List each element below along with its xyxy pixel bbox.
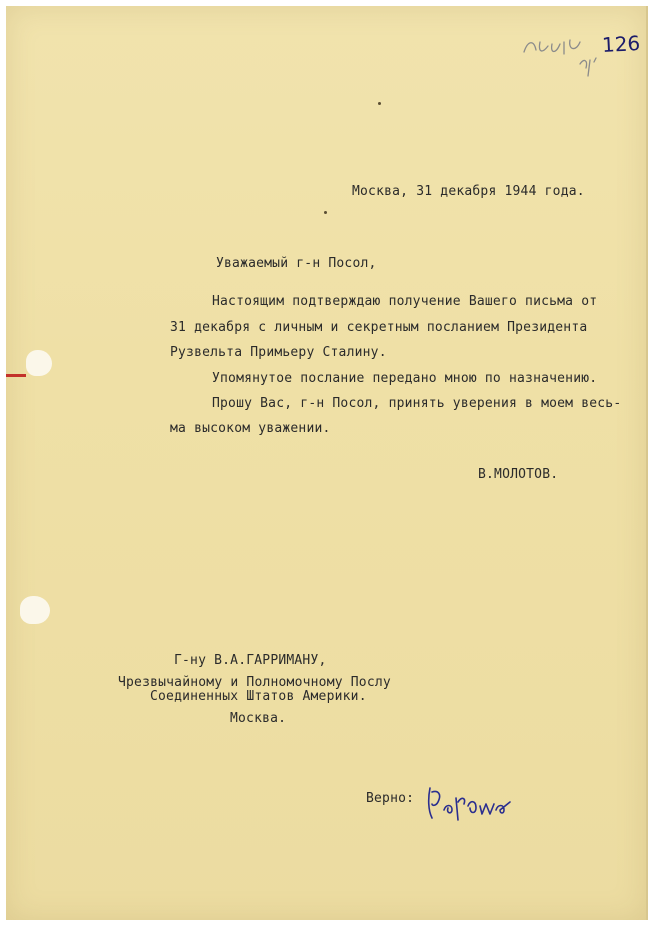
body-line: ма высоком уважении. (170, 421, 331, 436)
body-line: 31 декабря с личным и секретным посланием Президента (170, 320, 588, 335)
body-line: Рузвельта Примьеру Сталину. (170, 345, 387, 360)
certification-label: Верно: (366, 791, 415, 806)
place-date: Москва, 31 декабря 1944 года. (352, 184, 585, 199)
body-line: Настоящим подтверждаю получение Вашего письма от (212, 294, 598, 309)
ink-speck (378, 102, 381, 105)
archive-folio-number: 126 (601, 31, 641, 57)
pencil-archive-note (518, 32, 604, 80)
addressee-country: Соединенных Штатов Америки. (150, 689, 367, 704)
punch-hole-top (26, 350, 52, 376)
salutation: Уважаемый г-н Посол, (216, 256, 377, 271)
ink-speck (324, 211, 327, 214)
handwritten-signature (424, 780, 516, 826)
red-margin-mark (6, 374, 26, 377)
addressee-title: Чрезвычайному и Полномочному Послу (118, 675, 391, 690)
punch-hole-bottom (20, 596, 50, 624)
body-line: Прошу Вас, г-н Посол, принять уверения в моем весь- (212, 396, 622, 411)
document-page (6, 6, 648, 920)
signature-name: В.МОЛОТОВ. (478, 467, 559, 482)
addressee-name: Г-ну В.А.ГАРРИМАНУ, (174, 653, 327, 668)
body-line: Упомянутое послание передано мною по назначению. (212, 371, 598, 386)
addressee-city: Москва. (230, 711, 287, 726)
